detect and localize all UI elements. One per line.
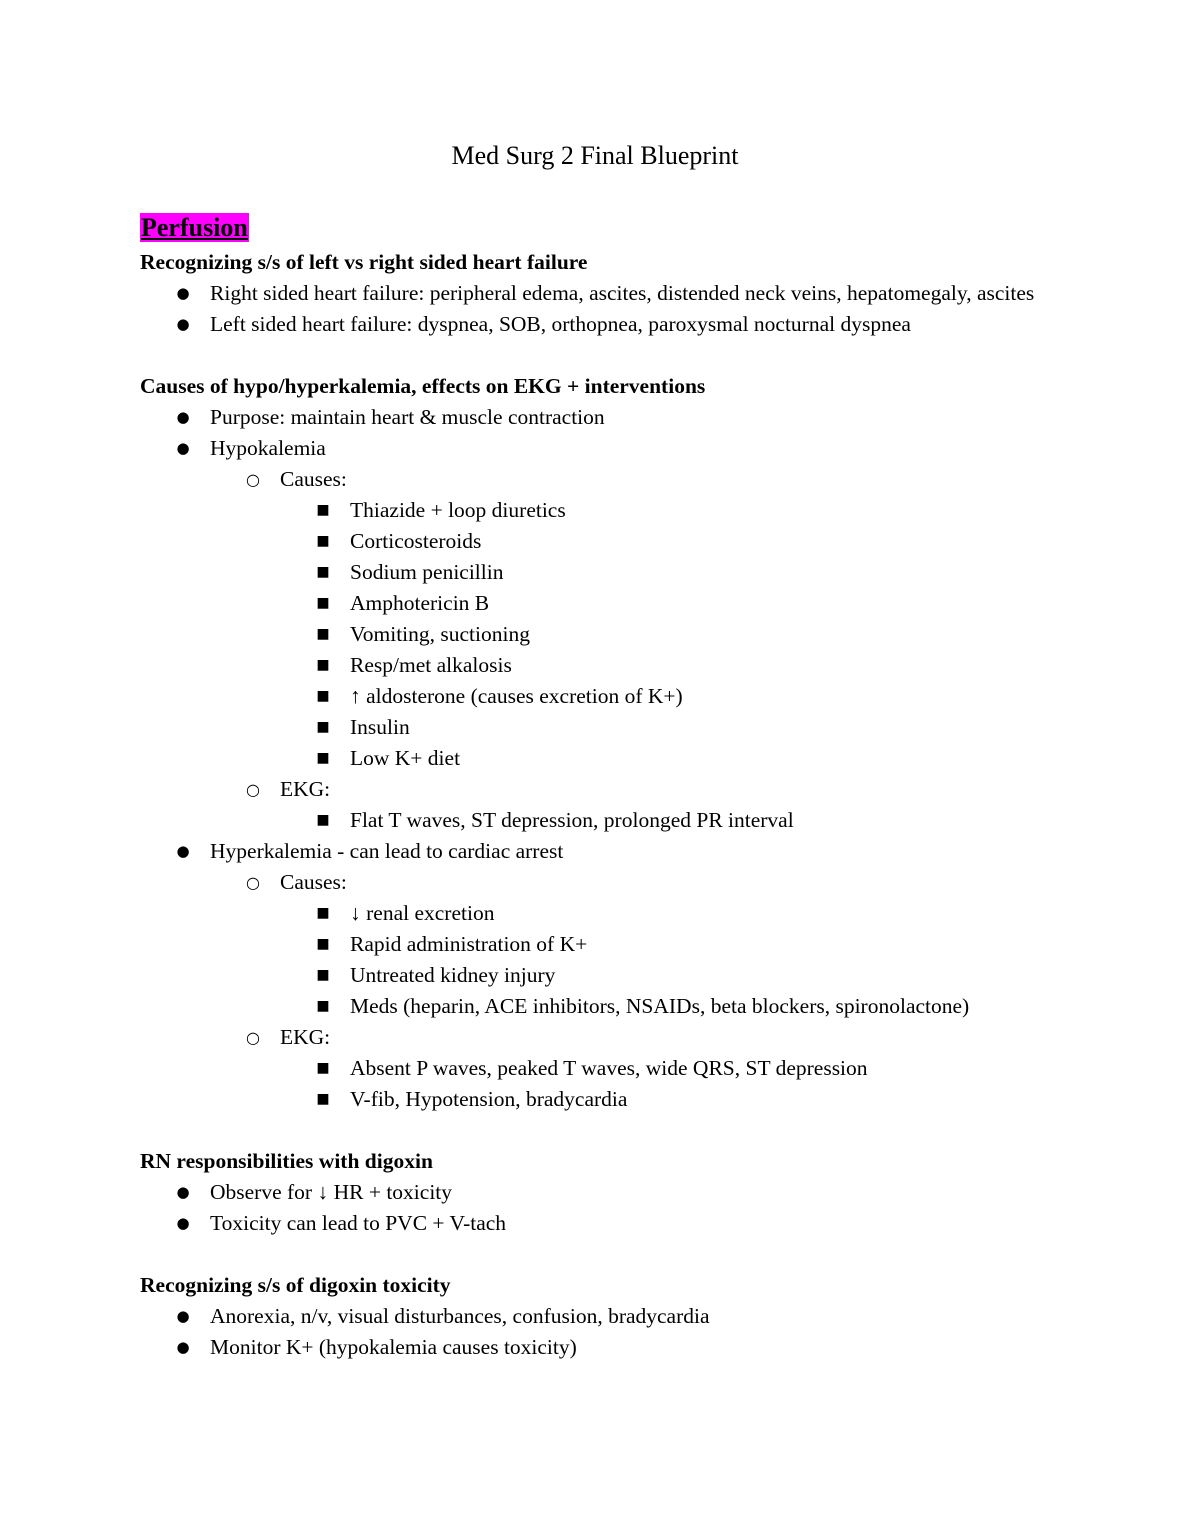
list-item (140, 278, 1060, 309)
list-item (140, 588, 1060, 619)
list-item (140, 1177, 1060, 1208)
list-item-text: Causes: (280, 870, 347, 894)
bullet-marker: ● (176, 284, 190, 302)
bullet-marker: ■ (316, 905, 330, 921)
list-item (140, 495, 1060, 526)
list-item (140, 433, 1060, 464)
list-item (140, 805, 1060, 836)
bullet-marker: ○ (246, 470, 260, 489)
list-item-text: Monitor K+ (hypokalemia causes toxicity) (210, 1335, 577, 1359)
list-item (140, 1022, 1060, 1053)
list-item-text: EKG: (280, 1025, 331, 1049)
spacer (140, 340, 1060, 371)
bullet-marker: ■ (316, 998, 330, 1014)
list-item-text: Rapid administration of K+ (350, 932, 588, 956)
list-item (140, 309, 1060, 340)
list-item-text: V-fib, Hypotension, bradycardia (350, 1087, 628, 1111)
list-item-text: Untreated kidney injury (350, 963, 556, 987)
bullet-marker: ● (176, 1307, 190, 1325)
list-item (140, 867, 1060, 898)
list-item-text: Anorexia, n/v, visual disturbances, confusion, bradycardia (210, 1304, 710, 1328)
bullet-marker: ● (176, 439, 190, 457)
list-item (140, 991, 1060, 1022)
topic-heading: RN responsibilities with digoxin (140, 1149, 433, 1173)
section-heading-perfusion (140, 211, 1060, 247)
list-item (140, 1084, 1060, 1115)
list-item (140, 557, 1060, 588)
list-item-text: Flat T waves, ST depression, prolonged PR interval (350, 808, 794, 832)
bullet-marker: ● (176, 1183, 190, 1201)
topic-heading: Recognizing s/s of left vs right sided heart failure (140, 250, 588, 274)
list-item-text: Corticosteroids (350, 529, 482, 553)
document-body (140, 211, 1060, 1363)
bullet-marker: ■ (316, 812, 330, 828)
list-item (140, 898, 1060, 929)
list-item-text: ↑ aldosterone (causes excretion of K+) (350, 684, 683, 708)
list-item-text: Absent P waves, peaked T waves, wide QRS, ST depression (350, 1056, 868, 1080)
list-item (140, 619, 1060, 650)
list-item (140, 774, 1060, 805)
document-title: Med Surg 2 Final Blueprint (451, 141, 739, 170)
list-item-text: Vomiting, suctioning (350, 622, 530, 646)
list-item (140, 681, 1060, 712)
bullet-marker: ● (176, 315, 190, 333)
bullet-marker: ■ (316, 502, 330, 518)
list-item-text: Purpose: maintain heart & muscle contraction (210, 405, 605, 429)
list-item-text: EKG: (280, 777, 331, 801)
bullet-marker: ■ (316, 967, 330, 983)
bullet-marker: ● (176, 842, 190, 860)
bullet-marker: ■ (316, 533, 330, 549)
spacer (140, 1239, 1060, 1270)
bullet-marker: ○ (246, 1028, 260, 1047)
list-item-text: Amphotericin B (350, 591, 490, 615)
list-item (140, 743, 1060, 774)
list-item-text: Right sided heart failure: peripheral edema, ascites, distended neck veins, hepatomegaly, ascites (210, 281, 1035, 305)
section-heading-label: Perfusion (141, 213, 248, 242)
list-item (140, 1301, 1060, 1332)
bullet-marker: ● (176, 1338, 190, 1356)
topic-bullet-list (140, 402, 1060, 1115)
list-item-text: ↓ renal excretion (350, 901, 495, 925)
list-item-text: Insulin (350, 715, 410, 739)
list-item (140, 1053, 1060, 1084)
list-item (140, 1332, 1060, 1363)
topic-bullet-list (140, 278, 1060, 340)
bullet-marker: ● (176, 408, 190, 426)
bullet-marker: ○ (246, 873, 260, 892)
list-item-text: Toxicity can lead to PVC + V-tach (210, 1211, 507, 1235)
list-item-text: Low K+ diet (350, 746, 461, 770)
list-item-text: Thiazide + loop diuretics (350, 498, 566, 522)
list-item (140, 712, 1060, 743)
bullet-marker: ■ (316, 1091, 330, 1107)
list-item-text: Resp/met alkalosis (350, 653, 512, 677)
list-item (140, 929, 1060, 960)
list-item-text: Hypokalemia (210, 436, 326, 460)
bullet-marker: ■ (316, 719, 330, 735)
bullet-marker: ■ (316, 688, 330, 704)
spacer (140, 1115, 1060, 1146)
list-item (140, 836, 1060, 867)
bullet-marker: ○ (246, 780, 260, 799)
bullet-marker: ■ (316, 750, 330, 766)
list-item-text: Hyperkalemia - can lead to cardiac arrest (210, 839, 564, 863)
bullet-marker: ■ (316, 936, 330, 952)
list-item-text: Sodium penicillin (350, 560, 504, 584)
topic-heading: Recognizing s/s of digoxin toxicity (140, 1273, 451, 1297)
list-item-text: Meds (heparin, ACE inhibitors, NSAIDs, beta blockers, spironolactone) (350, 994, 970, 1018)
list-item-text: Causes: (280, 467, 347, 491)
list-item (140, 960, 1060, 991)
list-item (140, 650, 1060, 681)
list-item (140, 1208, 1060, 1239)
bullet-marker: ■ (316, 626, 330, 642)
bullet-marker: ■ (316, 564, 330, 580)
bullet-marker: ● (176, 1214, 190, 1232)
topic-heading: Causes of hypo/hyperkalemia, effects on EKG + interventions (140, 374, 706, 398)
list-item (140, 526, 1060, 557)
topic-bullet-list (140, 1177, 1060, 1239)
list-item-text: Left sided heart failure: dyspnea, SOB, orthopnea, paroxysmal nocturnal dyspnea (210, 312, 911, 336)
list-item-text: Observe for ↓ HR + toxicity (210, 1180, 453, 1204)
bullet-marker: ■ (316, 657, 330, 673)
list-item (140, 402, 1060, 433)
list-item (140, 464, 1060, 495)
topic-bullet-list (140, 1301, 1060, 1363)
bullet-marker: ■ (316, 595, 330, 611)
bullet-marker: ■ (316, 1060, 330, 1076)
